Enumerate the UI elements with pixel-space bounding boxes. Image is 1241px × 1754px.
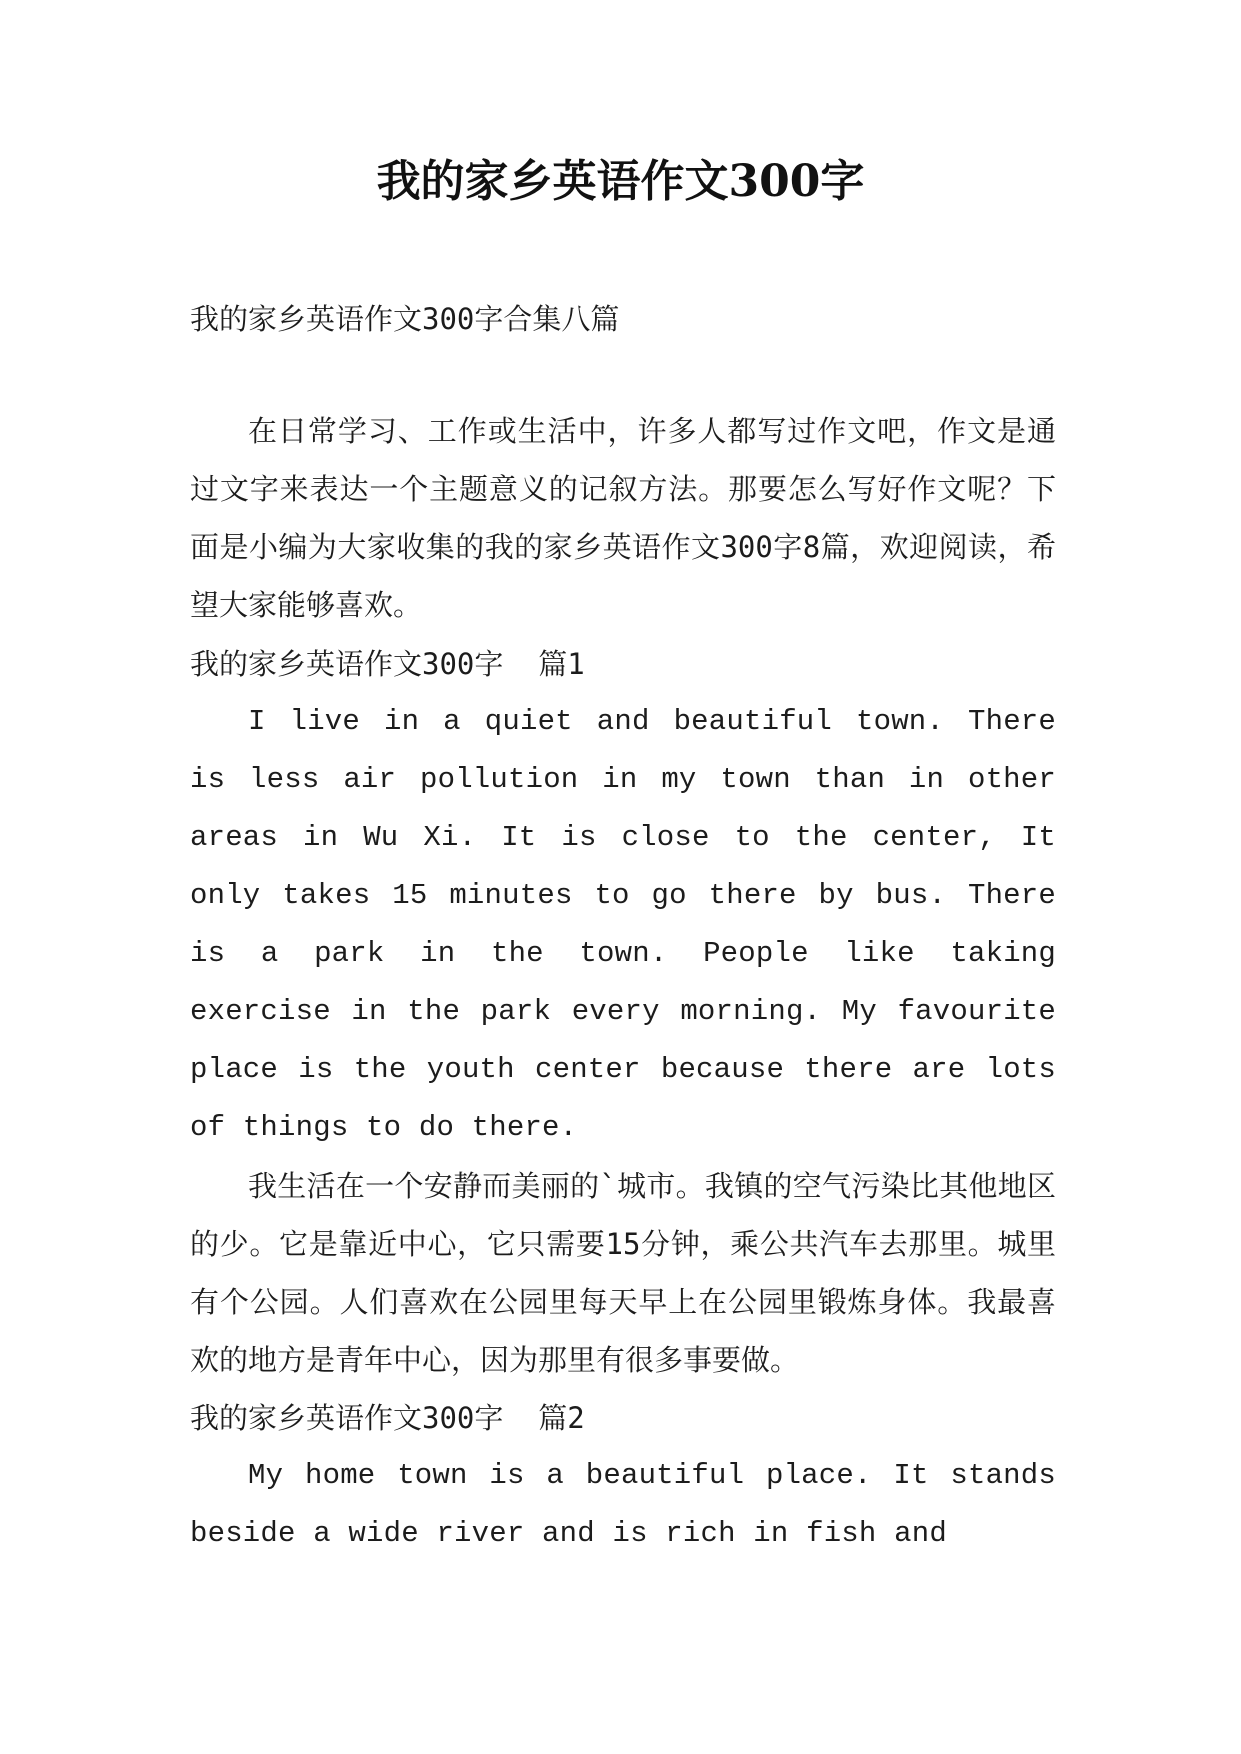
document-subtitle: 我的家乡英语作文300字合集八篇 bbox=[190, 302, 620, 336]
section-heading-1: 我的家乡英语作文300字 篇1 bbox=[190, 647, 585, 681]
document-body bbox=[190, 635, 1056, 1563]
section-1-english-paragraph: I live in a quiet and beautiful town. There is less air pollution in my town than in other areas in Wu Xi. It is close to the center, It only takes 15 minutes to go there by bus. There is a park in the town. People like taking exercise in the park every morning. My favourite place is the youth center because there are lots of things to do there. bbox=[190, 705, 1056, 1144]
intro-paragraph: 在日常学习、工作或生活中，许多人都写过作文吧，作文是通过文字来表达一个主题意义的记叙方法。那要怎么写好作文呢？下面是小编为大家收集的我的家乡英语作文300字8篇，欢迎阅读，希望大家能够喜欢。 bbox=[190, 414, 1056, 622]
section-heading-2: 我的家乡英语作文300字 篇2 bbox=[190, 1401, 585, 1435]
document-title: 我的家乡英语作文300字 bbox=[376, 156, 865, 207]
section-1-chinese-paragraph: 我生活在一个安静而美丽的`城市。我镇的空气污染比其他地区的少。它是靠近中心，它只需要15分钟，乘公共汽车去那里。城里有个公园。人们喜欢在公园里每天早上在公园里锻炼身体。我最喜欢的地方是青年中心，因为那里有很多事要做。 bbox=[190, 1169, 1056, 1377]
section-2-english-paragraph: My home town is a beautiful place. It stands beside a wide river and is rich in fish and bbox=[190, 1459, 1056, 1550]
